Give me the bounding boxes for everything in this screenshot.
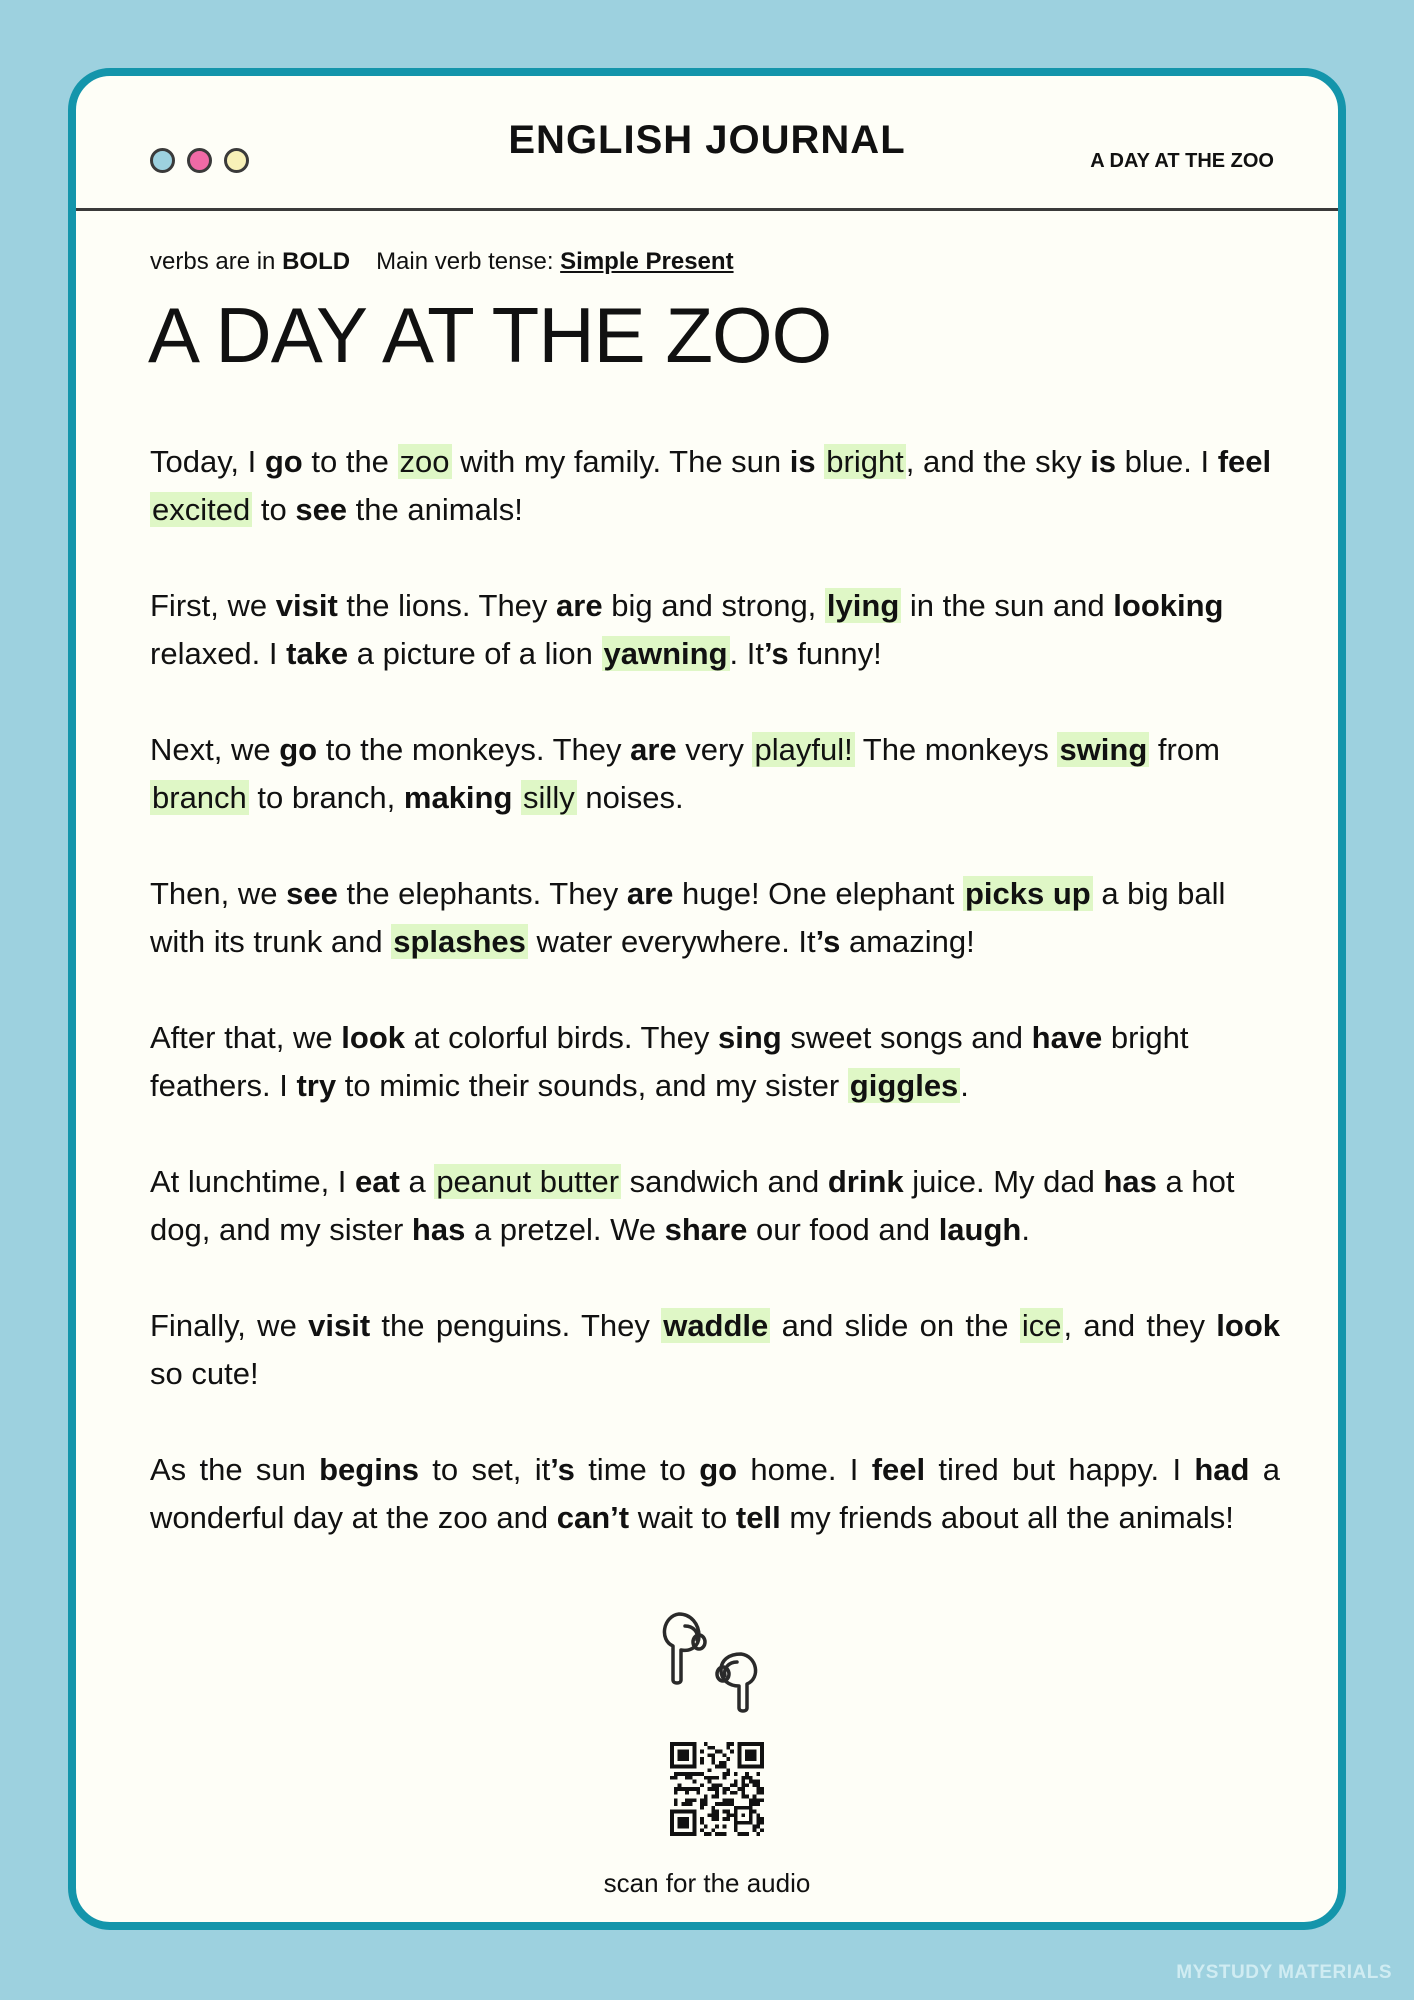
story-text: tired but happy. I: [925, 1452, 1195, 1487]
story-text: After that, we: [150, 1020, 342, 1055]
verb-word: can’t: [556, 1500, 630, 1535]
story-text: relaxed. I: [150, 636, 287, 671]
story-text: sweet songs and: [781, 1020, 1032, 1055]
journal-subtitle: A DAY AT THE ZOO: [1090, 150, 1274, 172]
story-text: to the: [302, 444, 398, 479]
verb-word: try: [296, 1068, 337, 1103]
verb-word: drink: [827, 1164, 904, 1199]
verb-word: feel: [871, 1452, 926, 1487]
story-text: amazing!: [840, 924, 975, 959]
verb-word: ’s: [815, 924, 841, 959]
verb-word: are: [630, 732, 677, 767]
verb-word: ’s: [550, 1452, 575, 1487]
verb-word: is: [1090, 444, 1117, 479]
highlighted-word: playful!: [754, 732, 853, 767]
story-text: a picture of a lion: [348, 636, 602, 671]
story-text: big and strong,: [602, 588, 825, 623]
verb-word: swing: [1059, 732, 1148, 767]
story-text: from: [1149, 732, 1220, 767]
story-text: with my family. The sun: [451, 444, 790, 479]
verb-word: had: [1194, 1452, 1250, 1487]
story-text: a pretzel. We: [465, 1212, 665, 1247]
story-text: time to: [574, 1452, 700, 1487]
story-text: and slide on the: [770, 1308, 1020, 1343]
story-paragraph: [150, 582, 1280, 678]
story-text: water everywhere. It: [527, 924, 816, 959]
verb-word: making: [403, 780, 513, 815]
story-text: the elephants. They: [337, 876, 627, 911]
story-text: , and they: [1063, 1308, 1217, 1343]
story-text: my friends about all the animals!: [780, 1500, 1234, 1535]
verb-legend: [150, 248, 734, 276]
story-text: very: [676, 732, 753, 767]
story-text: to mimic their sounds, and my sister: [336, 1068, 848, 1103]
tense-prefix: Main verb tense:: [376, 248, 561, 275]
story-text: juice. My dad: [903, 1164, 1104, 1199]
highlighted-word: peanut butter: [436, 1164, 620, 1199]
journal-title: ENGLISH JOURNAL: [508, 118, 906, 162]
audio-caption: scan for the audio: [603, 1868, 811, 1898]
highlighted-word: ice: [1021, 1308, 1062, 1343]
story-text: bright feathers. I: [150, 1020, 1189, 1103]
brand-watermark: MYSTUDY MATERIALS: [1176, 1962, 1392, 1983]
verb-word: waddle: [663, 1308, 769, 1343]
highlighted-word: silly: [523, 780, 575, 815]
verb-word: take: [286, 636, 349, 671]
verbs-bold-label: BOLD: [282, 248, 351, 275]
story-text: so cute!: [150, 1356, 259, 1391]
story-text: huge! One elephant: [673, 876, 963, 911]
story-text: funny!: [788, 636, 882, 671]
story-paragraph: [150, 726, 1280, 822]
highlighted-word: branch: [152, 780, 247, 815]
verb-word: see: [295, 492, 348, 527]
story-text: at colorful birds. They: [405, 1020, 719, 1055]
story-text: noises.: [576, 780, 684, 815]
story-text: The monkeys: [854, 732, 1058, 767]
verb-word: share: [664, 1212, 748, 1247]
journal-card: [68, 68, 1346, 1930]
story-text: to set, it: [419, 1452, 551, 1487]
story-paragraph: [150, 1446, 1280, 1542]
story-text: a hot dog, and my sister: [150, 1164, 1235, 1247]
story-text: Today, I: [150, 444, 265, 479]
story-text: wait to: [629, 1500, 736, 1535]
story-text: to: [252, 492, 296, 527]
story-text: [816, 444, 825, 479]
verb-word: has: [1103, 1164, 1157, 1199]
verb-word: go: [264, 444, 303, 479]
verbs-prefix: verbs are in: [150, 248, 283, 275]
story-text: .: [960, 1068, 969, 1103]
story-body: [150, 438, 1280, 1590]
story-text: sandwich and: [621, 1164, 828, 1199]
story-text: .: [1021, 1212, 1030, 1247]
story-text: a: [399, 1164, 435, 1199]
verb-word: look: [1216, 1308, 1280, 1343]
verb-word: begins: [319, 1452, 420, 1487]
story-paragraph: [150, 438, 1280, 534]
story-text: the lions. They: [337, 588, 557, 623]
story-text: As the sun: [150, 1452, 320, 1487]
story-text: in the sun and: [901, 588, 1114, 623]
verb-word: picks up: [964, 876, 1091, 911]
story-text: Then, we: [150, 876, 287, 911]
story-paragraph: [150, 1158, 1280, 1254]
highlighted-word: zoo: [399, 444, 450, 479]
verb-word: giggles: [849, 1068, 959, 1103]
story-paragraph: [150, 1302, 1280, 1398]
story-text: to the monkeys. They: [317, 732, 631, 767]
story-paragraph: [150, 1014, 1280, 1110]
story-title: A DAY AT THE ZOO: [148, 291, 832, 379]
verb-word: lying: [826, 588, 900, 623]
verb-word: sing: [718, 1020, 782, 1055]
story-text: , and the sky: [905, 444, 1091, 479]
story-text: [512, 780, 521, 815]
story-text: a big ball with its trunk and: [150, 876, 1226, 959]
story-text: the animals!: [347, 492, 523, 527]
verb-word: see: [286, 876, 338, 911]
story-text: home. I: [737, 1452, 872, 1487]
story-text: At lunchtime, I: [150, 1164, 356, 1199]
verb-word: has: [411, 1212, 466, 1247]
story-text: First, we: [150, 588, 276, 623]
verb-word: visit: [275, 588, 338, 623]
tense-value: Simple Present: [560, 248, 734, 275]
verb-word: looking: [1113, 588, 1224, 623]
verb-word: go: [279, 732, 318, 767]
story-text: a wonderful day at the zoo and: [150, 1452, 1280, 1535]
verb-word: is: [789, 444, 816, 479]
story-paragraph: [150, 870, 1280, 966]
verb-word: visit: [308, 1308, 371, 1343]
verb-word: feel: [1217, 444, 1272, 479]
verb-word: are: [556, 588, 603, 623]
earbuds-icon: [653, 1604, 773, 1724]
verb-word: splashes: [393, 924, 526, 959]
verb-word: yawning: [603, 636, 728, 671]
verb-word: eat: [355, 1164, 400, 1199]
verb-word: have: [1031, 1020, 1103, 1055]
highlighted-word: bright: [826, 444, 904, 479]
verb-word: ’s: [763, 636, 789, 671]
verb-word: tell: [735, 1500, 781, 1535]
story-text: . It: [729, 636, 764, 671]
story-text: Finally, we: [150, 1308, 309, 1343]
verb-word: go: [699, 1452, 738, 1487]
verb-word: look: [341, 1020, 405, 1055]
story-text: Next, we: [150, 732, 280, 767]
verb-word: laugh: [938, 1212, 1022, 1247]
story-text: to branch,: [248, 780, 404, 815]
story-text: the penguins. They: [370, 1308, 662, 1343]
verb-word: are: [626, 876, 674, 911]
highlighted-word: excited: [152, 492, 251, 527]
story-text: blue. I: [1116, 444, 1218, 479]
story-text: our food and: [747, 1212, 939, 1247]
journal-header: [76, 76, 1338, 211]
qr-code[interactable]: [670, 1742, 764, 1836]
